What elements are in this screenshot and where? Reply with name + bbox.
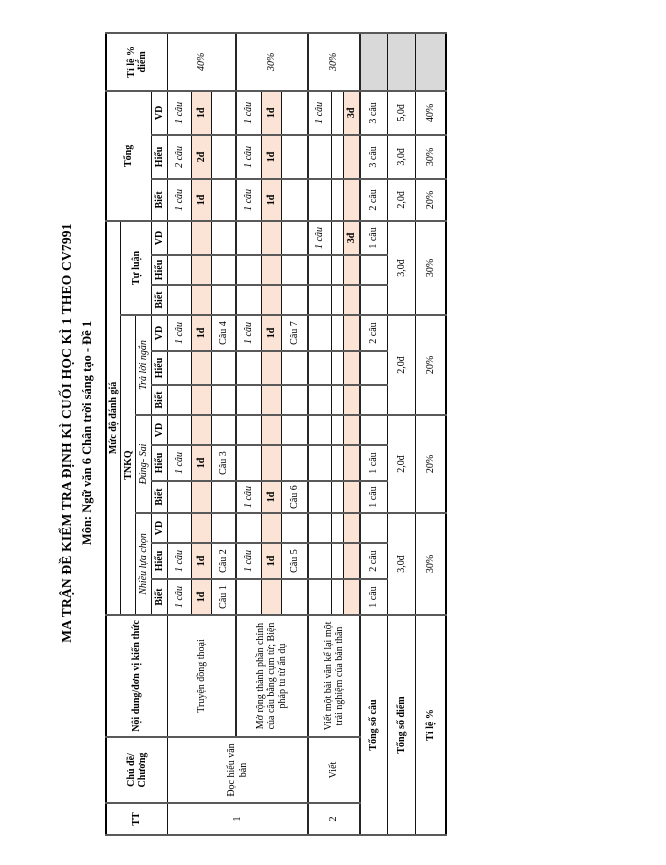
header-cell: Biết xyxy=(152,285,168,315)
cell xyxy=(262,415,282,445)
cell xyxy=(282,445,308,481)
cell: 3đ xyxy=(344,221,360,255)
cell: Câu 1 xyxy=(212,579,236,615)
header-cell: Biết xyxy=(152,579,168,615)
cell xyxy=(282,91,308,135)
cell xyxy=(282,179,308,221)
cell: 20% xyxy=(416,415,446,513)
cell xyxy=(212,255,236,285)
cell xyxy=(344,385,360,415)
header-cell: Biết xyxy=(152,385,168,415)
cell: 1đ xyxy=(262,481,282,513)
cell xyxy=(332,91,344,135)
cell xyxy=(360,385,388,415)
cell xyxy=(212,285,236,315)
cell: 1 câu xyxy=(168,445,192,481)
cell xyxy=(360,33,388,91)
cell xyxy=(344,579,360,615)
header-muc-do-danh-gia: Mức độ đánh giá xyxy=(106,221,121,615)
cell: 3đ xyxy=(344,91,360,135)
cell xyxy=(332,385,344,415)
cell xyxy=(344,445,360,481)
cell xyxy=(360,415,388,445)
cell xyxy=(308,415,332,445)
header-tt: TT xyxy=(106,803,168,835)
cell: 1 câu xyxy=(236,179,262,221)
cell xyxy=(212,351,236,385)
header-cell: VD xyxy=(152,221,168,255)
header-cell: VD xyxy=(152,415,168,445)
cell xyxy=(212,385,236,415)
cell xyxy=(332,221,344,255)
cell xyxy=(308,543,332,579)
cell xyxy=(192,351,212,385)
label-tong-so-diem: Tổng số điểm xyxy=(388,615,416,835)
cell: 2đ xyxy=(192,135,212,179)
cell xyxy=(308,179,332,221)
cell xyxy=(212,179,236,221)
header-cell: VD xyxy=(152,91,168,135)
cell xyxy=(236,221,262,255)
header-tong: Tổng xyxy=(106,91,152,221)
cell: 1 câu xyxy=(236,543,262,579)
header-cell: Biết xyxy=(152,179,168,221)
cell xyxy=(344,255,360,285)
header-cell: Biết xyxy=(152,481,168,513)
cell: 1 câu xyxy=(236,135,262,179)
header-cell: VD xyxy=(152,513,168,543)
cell: 1đ xyxy=(192,91,212,135)
cell xyxy=(192,255,212,285)
cell xyxy=(262,513,282,543)
cell: 3 câu xyxy=(360,135,388,179)
cell xyxy=(360,285,388,315)
cell: 2 câu xyxy=(360,179,388,221)
cell xyxy=(168,255,192,285)
header-cell: Hiểu xyxy=(152,543,168,579)
cell: 1đ xyxy=(192,445,212,481)
cell xyxy=(282,513,308,543)
cell xyxy=(360,513,388,543)
cell: 2,0đ xyxy=(388,415,416,513)
header-chu-de: Chủ đề/ Chương xyxy=(106,737,168,803)
cell xyxy=(168,221,192,255)
cell xyxy=(168,481,192,513)
cell xyxy=(236,579,262,615)
cell xyxy=(236,255,262,285)
header-cell: Hiểu xyxy=(152,135,168,179)
cell: 2 câu xyxy=(360,315,388,351)
header-cell: VD xyxy=(152,315,168,351)
cell xyxy=(332,315,344,351)
cell: 30% xyxy=(416,221,446,315)
cell: 1 câu xyxy=(308,221,332,255)
cell xyxy=(282,385,308,415)
cell: 1 câu xyxy=(308,91,332,135)
cell xyxy=(262,351,282,385)
cell xyxy=(344,513,360,543)
cell xyxy=(308,481,332,513)
cell xyxy=(192,415,212,445)
cell: 1 câu xyxy=(168,579,192,615)
cell: 1 câu xyxy=(236,481,262,513)
cell xyxy=(236,351,262,385)
cell xyxy=(332,135,344,179)
cell: 1đ xyxy=(262,135,282,179)
cell xyxy=(308,255,332,285)
cell xyxy=(360,351,388,385)
cell xyxy=(168,513,192,543)
cell: 2,0đ xyxy=(388,315,416,415)
tt-2: 2 xyxy=(308,803,360,835)
cell: 1 câu xyxy=(360,579,388,615)
label-tong-so-cau: Tổng số câu xyxy=(360,615,388,835)
cell xyxy=(168,385,192,415)
cell xyxy=(236,513,262,543)
cell xyxy=(236,385,262,415)
cell: 1đ xyxy=(192,543,212,579)
cell xyxy=(212,135,236,179)
cell xyxy=(192,481,212,513)
ti-le-row-b: 30% xyxy=(236,33,308,91)
cell xyxy=(212,513,236,543)
cell xyxy=(282,255,308,285)
cell: 1 câu xyxy=(236,91,262,135)
cell xyxy=(308,445,332,481)
header-dung-sai: Đúng- Sai xyxy=(136,415,152,513)
ti-le-row-a: 40% xyxy=(168,33,236,91)
cell: 40% xyxy=(416,91,446,135)
cell xyxy=(344,543,360,579)
cell xyxy=(344,481,360,513)
cell xyxy=(212,481,236,513)
cell xyxy=(344,135,360,179)
cell xyxy=(262,255,282,285)
cell xyxy=(332,351,344,385)
cell xyxy=(332,255,344,285)
cell: 30% xyxy=(416,135,446,179)
noi-dung-mo-rong: Mở rộng thành phần chính của câu bằng cụm từ; Biện pháp tu từ ẩn dụ xyxy=(236,615,308,737)
document-subtitle: Môn: Ngữ văn 6 Chân trời sáng tạo - Đề 1 xyxy=(79,320,94,546)
cell xyxy=(308,513,332,543)
cell: Câu 2 xyxy=(212,543,236,579)
cell: 1 câu xyxy=(168,315,192,351)
header-tnkq: TNKQ xyxy=(121,315,136,615)
cell xyxy=(344,415,360,445)
cell: 1đ xyxy=(262,179,282,221)
cell: 1 câu xyxy=(168,91,192,135)
cell xyxy=(282,351,308,385)
cell xyxy=(212,91,236,135)
noi-dung-viet-bai-van: Viết một bài văn kể lại một trải nghiệm của bản thân xyxy=(308,615,360,737)
cell xyxy=(282,285,308,315)
cell: 1 câu xyxy=(360,221,388,255)
cell xyxy=(332,179,344,221)
cell xyxy=(332,285,344,315)
cell: 2,0đ xyxy=(388,179,416,221)
cell xyxy=(168,415,192,445)
cell xyxy=(332,445,344,481)
cell: 1đ xyxy=(262,543,282,579)
cell xyxy=(344,285,360,315)
cell xyxy=(308,579,332,615)
header-cell: Hiểu xyxy=(152,445,168,481)
header-tra-loi-ngan: Trả lời ngắn xyxy=(136,315,152,415)
cell: 1 câu xyxy=(236,315,262,351)
header-nhieu-lua-chon: Nhiều lựa chọn xyxy=(136,513,152,615)
cell: 1đ xyxy=(192,179,212,221)
cell: 1 câu xyxy=(360,445,388,481)
cell xyxy=(192,385,212,415)
cell xyxy=(360,255,388,285)
cell: Câu 6 xyxy=(282,481,308,513)
document-title: MA TRẬN ĐỀ KIỂM TRA ĐỊNH KÌ CUỐI HỌC KÌ 1 THEO CV7991 xyxy=(59,223,74,643)
cell: 3,0đ xyxy=(388,221,416,315)
cell xyxy=(212,221,236,255)
cell xyxy=(262,579,282,615)
cell xyxy=(332,513,344,543)
cell xyxy=(192,221,212,255)
cell xyxy=(344,179,360,221)
cell: 1đ xyxy=(262,315,282,351)
cell xyxy=(192,513,212,543)
chu-de-doc-hieu: Đọc hiểu văn bản xyxy=(168,737,308,803)
cell: 3,0đ xyxy=(388,135,416,179)
cell: 1 câu xyxy=(168,543,192,579)
cell xyxy=(262,285,282,315)
cell xyxy=(344,351,360,385)
cell xyxy=(168,351,192,385)
cell xyxy=(282,221,308,255)
cell: 2 câu xyxy=(168,135,192,179)
header-cell: Hiểu xyxy=(152,255,168,285)
ti-le-row-c: 30% xyxy=(308,33,360,91)
label-ti-le: Tỉ lệ % xyxy=(416,615,446,835)
cell xyxy=(332,579,344,615)
exam-matrix-table xyxy=(105,32,447,836)
cell xyxy=(212,415,236,445)
cell xyxy=(282,415,308,445)
cell: 2 câu xyxy=(360,543,388,579)
cell xyxy=(308,285,332,315)
cell: 20% xyxy=(416,315,446,415)
cell xyxy=(236,445,262,481)
cell: 5,0đ xyxy=(388,91,416,135)
cell xyxy=(262,385,282,415)
cell: Câu 7 xyxy=(282,315,308,351)
noi-dung-truyen-dong-thoai: Truyện đồng thoại xyxy=(168,615,236,737)
tt-1: 1 xyxy=(168,803,308,835)
cell xyxy=(308,351,332,385)
cell: 20% xyxy=(416,179,446,221)
cell: 30% xyxy=(416,513,446,615)
header-noi-dung: Nội dung/đơn vị kiến thức xyxy=(106,615,168,737)
rotated-document xyxy=(58,30,447,836)
cell: Câu 5 xyxy=(282,543,308,579)
cell xyxy=(236,285,262,315)
cell xyxy=(308,315,332,351)
cell xyxy=(192,285,212,315)
header-cell: Hiểu xyxy=(152,351,168,385)
cell xyxy=(236,415,262,445)
cell: 1đ xyxy=(192,579,212,615)
cell xyxy=(388,33,416,91)
cell xyxy=(332,543,344,579)
cell xyxy=(308,135,332,179)
cell xyxy=(344,315,360,351)
cell: 1đ xyxy=(192,315,212,351)
cell: Câu 3 xyxy=(212,445,236,481)
cell: 1 câu xyxy=(360,481,388,513)
cell xyxy=(332,481,344,513)
cell xyxy=(332,415,344,445)
cell xyxy=(416,33,446,91)
chu-de-viet: Viết xyxy=(308,737,360,803)
cell xyxy=(262,221,282,255)
cell xyxy=(262,445,282,481)
cell: Câu 4 xyxy=(212,315,236,351)
cell xyxy=(308,385,332,415)
header-ti-le-diem: Tỉ lệ % điểm xyxy=(106,33,168,91)
cell xyxy=(282,135,308,179)
cell: 1 câu xyxy=(168,179,192,221)
cell xyxy=(282,579,308,615)
cell: 3,0đ xyxy=(388,513,416,615)
cell xyxy=(168,285,192,315)
cell: 3 câu xyxy=(360,91,388,135)
header-tu-luan: Tự luận xyxy=(121,221,152,315)
cell: 1đ xyxy=(262,91,282,135)
